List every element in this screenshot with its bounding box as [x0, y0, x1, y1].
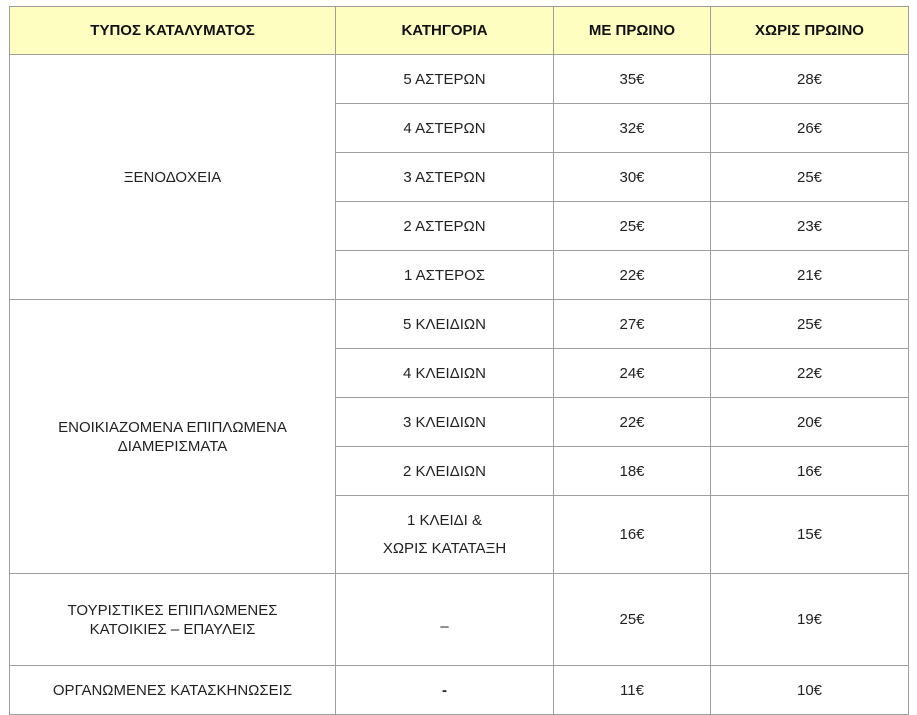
price-with-breakfast: 32€ [554, 104, 711, 153]
price-with-breakfast: 22€ [554, 398, 711, 447]
price-without-breakfast: 26€ [711, 104, 909, 153]
price-without-breakfast: 23€ [711, 202, 909, 251]
category-cell: 4 ΑΣΤΕΡΩΝ [336, 104, 554, 153]
type-cell-apartments: ΕΝΟΙΚΙΑΖΟΜΕΝΑ ΕΠΙΠΛΩΜΕΝΑ ΔΙΑΜΕΡΙΣΜΑΤΑ [10, 300, 336, 574]
price-without-breakfast: 19€ [711, 574, 909, 666]
category-cell: 1 ΚΛΕΙΔΙ & ΧΩΡΙΣ ΚΑΤΑΤΑΞΗ [336, 496, 554, 574]
price-with-breakfast: 16€ [554, 496, 711, 574]
price-without-breakfast: 21€ [711, 251, 909, 300]
price-with-breakfast: 11€ [554, 666, 711, 715]
price-with-breakfast: 35€ [554, 55, 711, 104]
price-with-breakfast: 30€ [554, 153, 711, 202]
header-type: ΤΥΠΟΣ ΚΑΤΑΛΥΜΑΤΟΣ [10, 7, 336, 55]
category-cell: – [336, 574, 554, 666]
category-cell: 1 ΑΣΤΕΡΟΣ [336, 251, 554, 300]
category-cell: 4 ΚΛΕΙΔΙΩΝ [336, 349, 554, 398]
category-cell: 2 ΚΛΕΙΔΙΩΝ [336, 447, 554, 496]
price-without-breakfast: 22€ [711, 349, 909, 398]
type-cell-villas: ΤΟΥΡΙΣΤΙΚΕΣ ΕΠΙΠΛΩΜΕΝΕΣ ΚΑΤΟΙΚΙΕΣ – ΕΠΑΥΛΕΙΣ [10, 574, 336, 666]
price-with-breakfast: 25€ [554, 202, 711, 251]
price-without-breakfast: 25€ [711, 153, 909, 202]
price-without-breakfast: 16€ [711, 447, 909, 496]
table-row [10, 574, 909, 666]
price-with-breakfast: 25€ [554, 574, 711, 666]
price-without-breakfast: 28€ [711, 55, 909, 104]
type-cell-camping: ΟΡΓΑΝΩΜΕΝΕΣ ΚΑΤΑΣΚΗΝΩΣΕΙΣ [10, 666, 336, 715]
type-cell-hotels: ΞΕΝΟΔΟΧΕΙΑ [10, 55, 336, 300]
header-row [10, 7, 909, 55]
price-without-breakfast: 25€ [711, 300, 909, 349]
category-cell: 3 ΑΣΤΕΡΩΝ [336, 153, 554, 202]
table-row [10, 666, 909, 715]
category-cell: 5 ΚΛΕΙΔΙΩΝ [336, 300, 554, 349]
header-with-breakfast: ΜΕ ΠΡΩΙΝΟ [554, 7, 711, 55]
category-cell: 2 ΑΣΤΕΡΩΝ [336, 202, 554, 251]
category-cell: 5 ΑΣΤΕΡΩΝ [336, 55, 554, 104]
price-without-breakfast: 10€ [711, 666, 909, 715]
header-without-breakfast: ΧΩΡΙΣ ΠΡΩΙΝΟ [711, 7, 909, 55]
category-cell: - [336, 666, 554, 715]
price-with-breakfast: 18€ [554, 447, 711, 496]
price-with-breakfast: 22€ [554, 251, 711, 300]
accommodation-price-table [9, 6, 909, 715]
price-with-breakfast: 27€ [554, 300, 711, 349]
category-cell: 3 ΚΛΕΙΔΙΩΝ [336, 398, 554, 447]
price-without-breakfast: 15€ [711, 496, 909, 574]
table-row [10, 300, 909, 349]
price-with-breakfast: 24€ [554, 349, 711, 398]
header-category: ΚΑΤΗΓΟΡΙΑ [336, 7, 554, 55]
table-row [10, 55, 909, 104]
price-without-breakfast: 20€ [711, 398, 909, 447]
